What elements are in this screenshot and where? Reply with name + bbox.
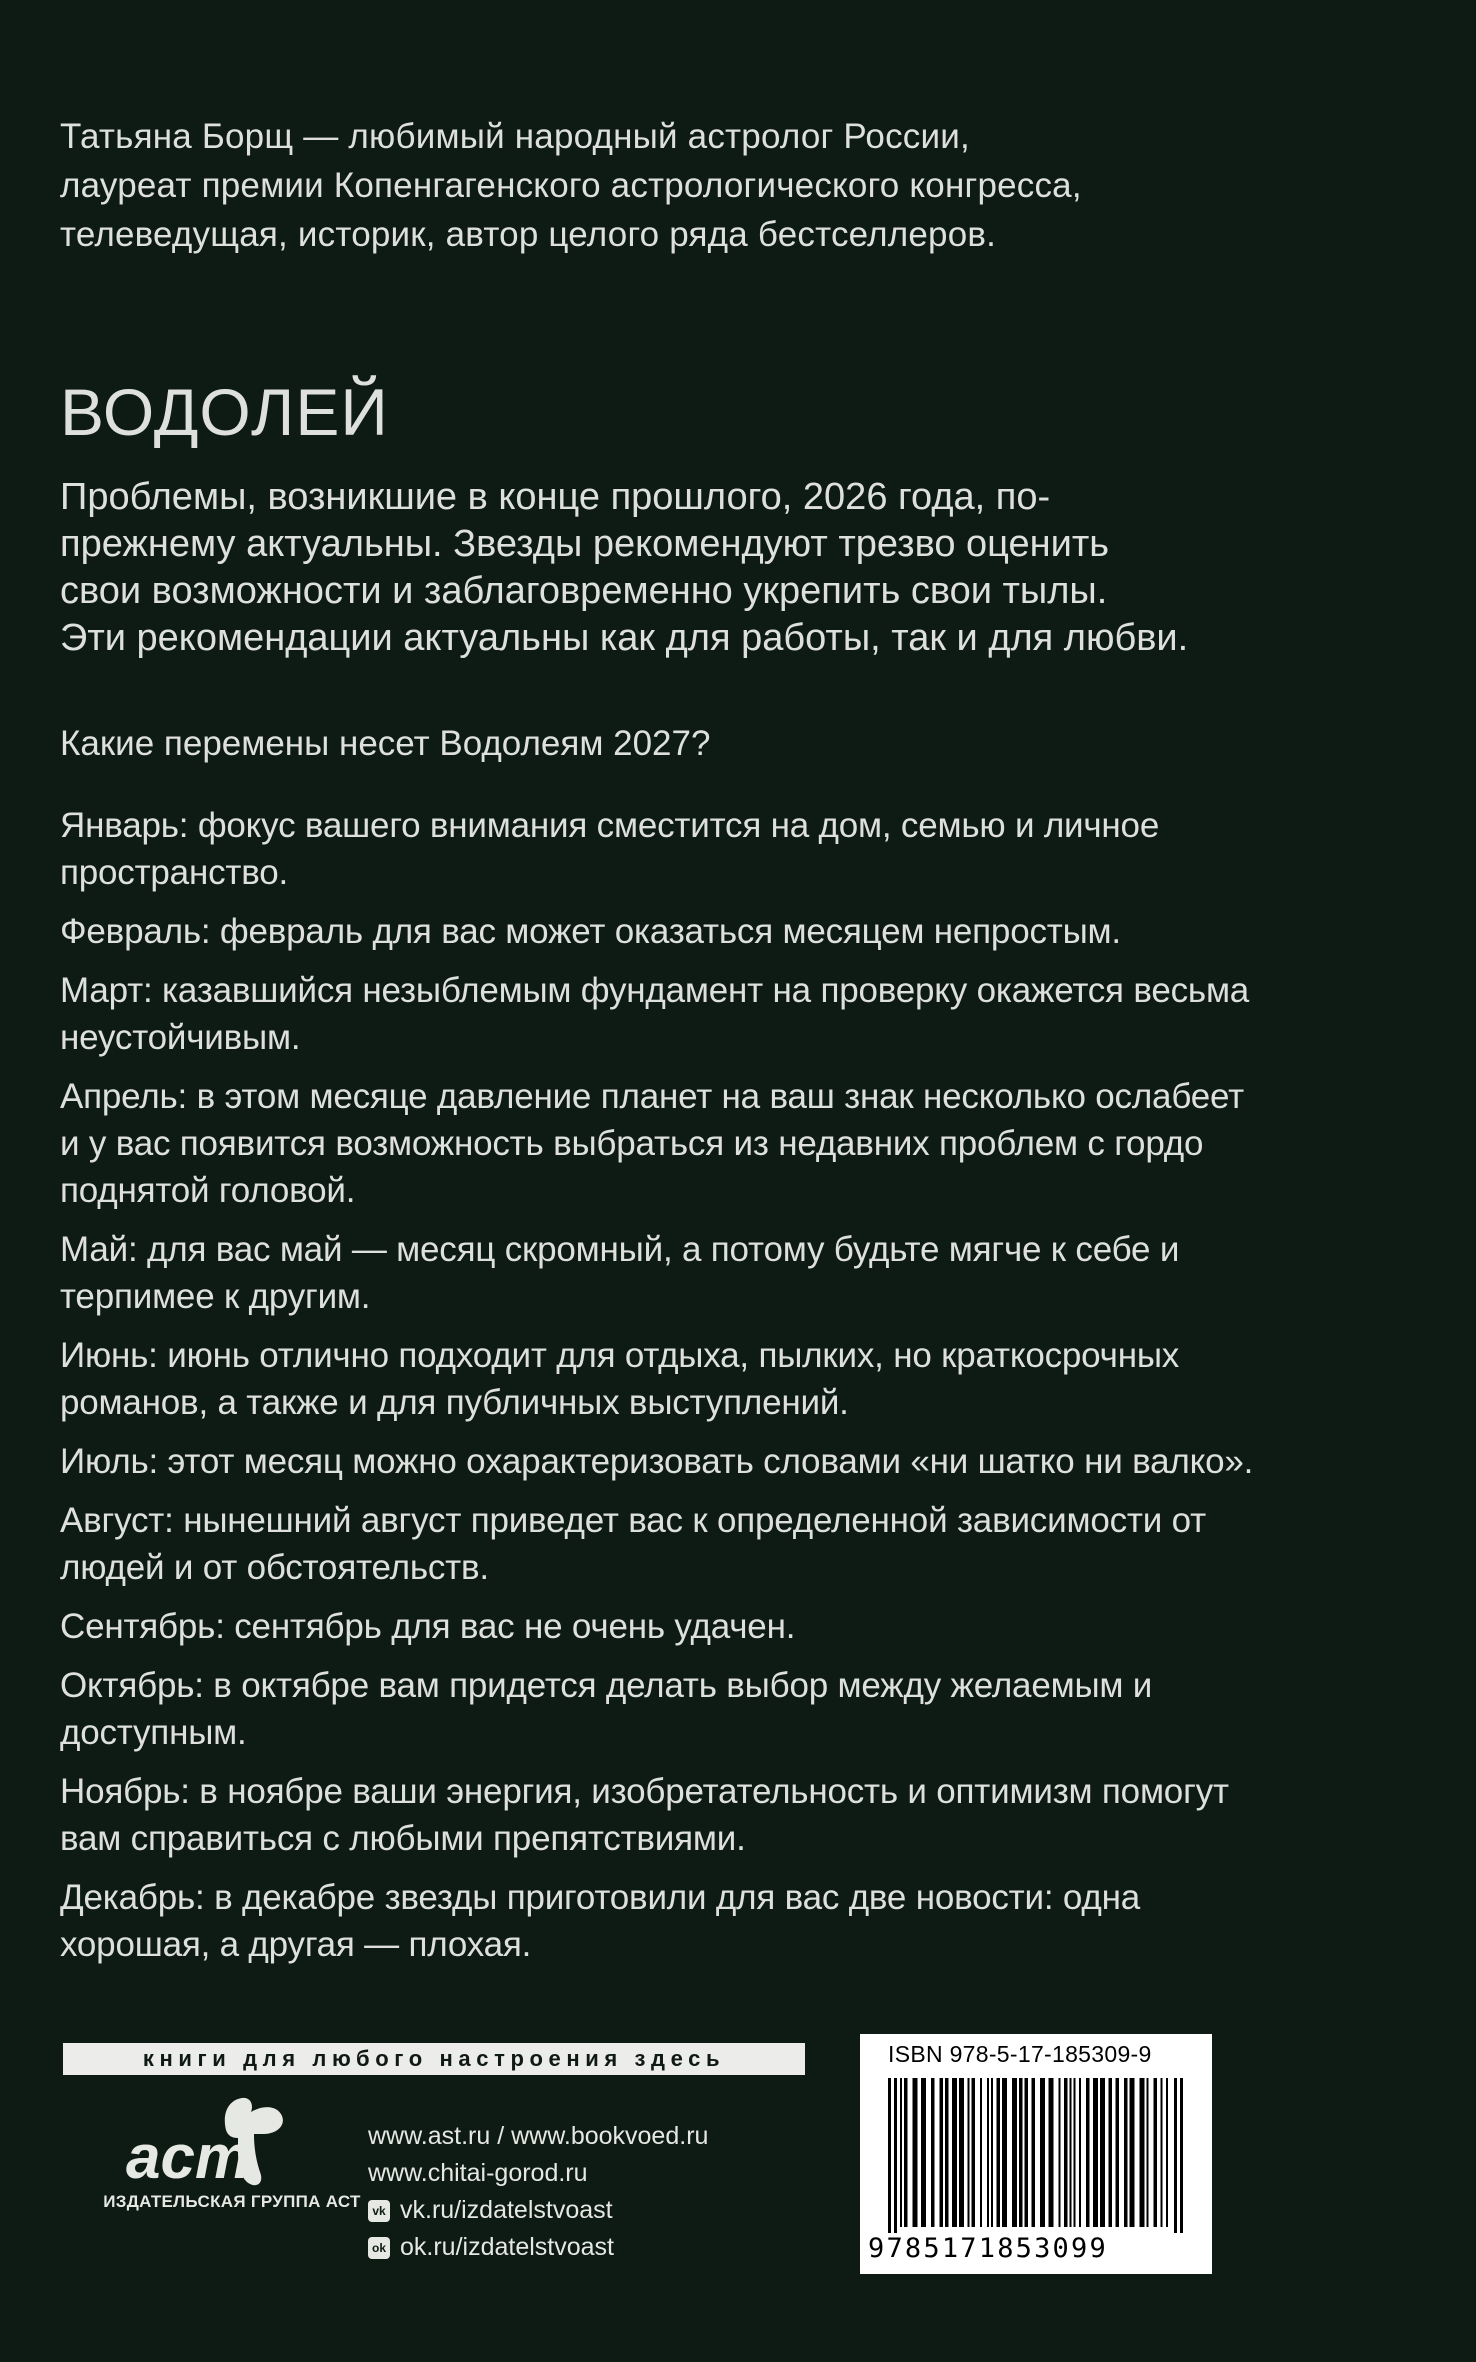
barcode-digits: 9785171853099 bbox=[868, 2233, 1108, 2264]
month-forecast-april bbox=[60, 1073, 1330, 1214]
month-forecast-november bbox=[60, 1768, 1330, 1862]
month-line: Октябрь: в октябре вам придется делать выбор между желаемым и bbox=[60, 1666, 1153, 1705]
barcode-bar bbox=[952, 2078, 957, 2227]
barcode-bar bbox=[921, 2078, 926, 2227]
month-line: Июль: этот месяц можно охарактеризовать словами «ни шатко ни валко». bbox=[60, 1442, 1254, 1481]
vk-icon: vk bbox=[368, 2200, 390, 2222]
ast-logo-lettering: аст bbox=[126, 2123, 251, 2192]
barcode-bar bbox=[987, 2078, 989, 2227]
barcode-bar bbox=[931, 2078, 935, 2227]
month-forecast-february bbox=[60, 908, 1330, 955]
barcode-bar bbox=[1109, 2078, 1113, 2227]
vk-link-row bbox=[368, 2192, 708, 2229]
barcode-bar bbox=[1079, 2078, 1081, 2227]
month-line: Февраль: февраль для вас может оказаться месяцем непростым. bbox=[60, 912, 1121, 951]
month-line: Ноябрь: в ноябре ваши энергия, изобретательность и оптимизм помогут bbox=[60, 1772, 1229, 1811]
web-link-row bbox=[368, 2155, 708, 2192]
month-line: и у вас появится возможность выбраться из недавних проблем с гордо bbox=[60, 1124, 1204, 1163]
publisher-links bbox=[368, 2118, 708, 2266]
website-link[interactable]: www.ast.ru / www.bookvoed.ru bbox=[368, 2122, 709, 2150]
barcode-bar bbox=[888, 2078, 891, 2233]
barcode-bar bbox=[1040, 2078, 1045, 2227]
month-forecast-august bbox=[60, 1497, 1330, 1591]
forecast-question: Какие перемены несет Водолеям 2027? bbox=[60, 724, 711, 763]
month-line: Май: для вас май — месяц скромный, а потому будьте мягче к себе и bbox=[60, 1230, 1180, 1269]
author-intro bbox=[60, 112, 1210, 259]
ok-link[interactable]: ok.ru/izdatelstvoast bbox=[400, 2233, 614, 2261]
barcode-bar bbox=[1086, 2078, 1090, 2227]
barcode-bar bbox=[945, 2078, 949, 2227]
barcode-bar bbox=[1147, 2078, 1149, 2227]
author-intro-line: лауреат премии Копенгагенского астрологического конгресса, bbox=[60, 166, 1082, 205]
odnoklassniki-icon: ok bbox=[368, 2237, 390, 2259]
barcode-bar bbox=[1070, 2078, 1072, 2227]
month-forecast-march bbox=[60, 967, 1330, 1061]
month-forecast-october bbox=[60, 1662, 1330, 1756]
monthly-forecast-list bbox=[60, 802, 1330, 1980]
web-links-row bbox=[368, 2118, 708, 2155]
barcode-bar bbox=[1049, 2078, 1054, 2227]
barcode-bar bbox=[1025, 2078, 1029, 2227]
month-line: пространство. bbox=[60, 853, 288, 892]
month-line: Апрель: в этом месяце давление планет на ваш знак несколько ослабеет bbox=[60, 1077, 1244, 1116]
barcode-bar bbox=[1019, 2078, 1023, 2227]
month-line: романов, а также и для публичных выступлений. bbox=[60, 1383, 849, 1422]
barcode-bar bbox=[959, 2078, 964, 2227]
barcode-bar bbox=[1154, 2078, 1158, 2227]
barcode-bar bbox=[1064, 2078, 1068, 2227]
barcode-bar bbox=[997, 2078, 1001, 2227]
barcode-bar bbox=[1032, 2078, 1036, 2227]
month-line: доступным. bbox=[60, 1713, 247, 1752]
barcode-bar bbox=[968, 2078, 970, 2227]
month-line: людей и от обстоятельств. bbox=[60, 1548, 489, 1587]
month-line: Сентябрь: сентябрь для вас не очень удачен. bbox=[60, 1607, 796, 1646]
vk-link[interactable]: vk.ru/izdatelstvoast bbox=[400, 2196, 613, 2224]
month-line: терпимее к другим. bbox=[60, 1277, 371, 1316]
month-line: вам справиться с любыми препятствиями. bbox=[60, 1819, 746, 1858]
month-forecast-june bbox=[60, 1332, 1330, 1426]
publisher-logo bbox=[88, 2092, 376, 2222]
forecast-lead-line: свои возможности и заблаговременно укрепить свои тылы. bbox=[60, 570, 1108, 612]
month-line: Январь: фокус вашего внимания сместится на дом, семью и личное bbox=[60, 806, 1160, 845]
barcode-bar bbox=[900, 2078, 902, 2227]
barcode-bar bbox=[1174, 2078, 1177, 2233]
month-forecast-december bbox=[60, 1874, 1330, 1968]
author-intro-line: телеведущая, историк, автор целого ряда бестселлеров. bbox=[60, 215, 997, 254]
barcode-bar bbox=[1124, 2078, 1128, 2227]
month-line: Декабрь: в декабре звезды приготовили для вас две новости: одна bbox=[60, 1878, 1141, 1917]
month-line: Июнь: июнь отлично подходит для отдыха, пылких, но краткосрочных bbox=[60, 1336, 1180, 1375]
barcode-bar bbox=[913, 2078, 918, 2227]
barcode-bar bbox=[1012, 2078, 1017, 2227]
forecast-lead-line: Эти рекомендации актуальны как для работы, так и для любви. bbox=[60, 617, 1189, 659]
zodiac-sign-title: ВОДОЛЕЙ bbox=[60, 375, 389, 449]
barcode-bar bbox=[1100, 2078, 1105, 2227]
barcode-bar bbox=[1140, 2078, 1145, 2227]
month-forecast-september bbox=[60, 1603, 1330, 1650]
forecast-lead bbox=[60, 474, 1320, 662]
publisher-name: ИЗДАТЕЛЬСКАЯ ГРУППА АСТ bbox=[103, 2192, 361, 2211]
barcode-bar bbox=[1166, 2078, 1168, 2227]
barcode-bar bbox=[940, 2078, 944, 2227]
ok-link-row bbox=[368, 2229, 708, 2266]
barcode-bar bbox=[904, 2078, 908, 2227]
barcode-bar bbox=[991, 2078, 993, 2227]
barcode-bar bbox=[1074, 2078, 1076, 2227]
barcode-bar bbox=[1002, 2078, 1007, 2227]
barcode-bar bbox=[1130, 2078, 1135, 2227]
barcode-bars bbox=[882, 2078, 1192, 2233]
barcode-bar bbox=[1116, 2078, 1120, 2227]
isbn-label: ISBN 978-5-17-185309-9 bbox=[888, 2041, 1152, 2067]
month-line: неустойчивым. bbox=[60, 1018, 301, 1057]
tagline-strip: книги для любого настроения здесь bbox=[63, 2043, 805, 2075]
month-line: поднятой головой. bbox=[60, 1171, 356, 1210]
forecast-lead-line: Проблемы, возникшие в конце прошлого, 2026 года, по- bbox=[60, 476, 1051, 518]
barcode-bar bbox=[972, 2078, 976, 2227]
barcode-bar bbox=[980, 2078, 982, 2227]
barcode-bar bbox=[1180, 2078, 1183, 2233]
barcode-bar bbox=[894, 2078, 897, 2233]
month-line: Март: казавшийся незыблемым фундамент на проверку окажется весьма bbox=[60, 971, 1250, 1010]
month-forecast-january bbox=[60, 802, 1330, 896]
barcode-bar bbox=[1161, 2078, 1163, 2227]
barcode-bar bbox=[1093, 2078, 1098, 2227]
forecast-lead-line: прежнему актуальны. Звезды рекомендуют трезво оценить bbox=[60, 523, 1110, 565]
ast-logo-icon bbox=[118, 2092, 308, 2192]
author-intro-line: Татьяна Борщ — любимый народный астролог России, bbox=[60, 117, 970, 156]
month-forecast-may bbox=[60, 1226, 1330, 1320]
month-line: Август: нынешний август приведет вас к определенной зависимости от bbox=[60, 1501, 1206, 1540]
month-forecast-july bbox=[60, 1438, 1330, 1485]
isbn-barcode bbox=[860, 2034, 1212, 2274]
website-link[interactable]: www.chitai-gorod.ru bbox=[368, 2159, 588, 2187]
barcode-bar bbox=[1059, 2078, 1061, 2227]
month-line: хорошая, а другая — плохая. bbox=[60, 1925, 532, 1964]
